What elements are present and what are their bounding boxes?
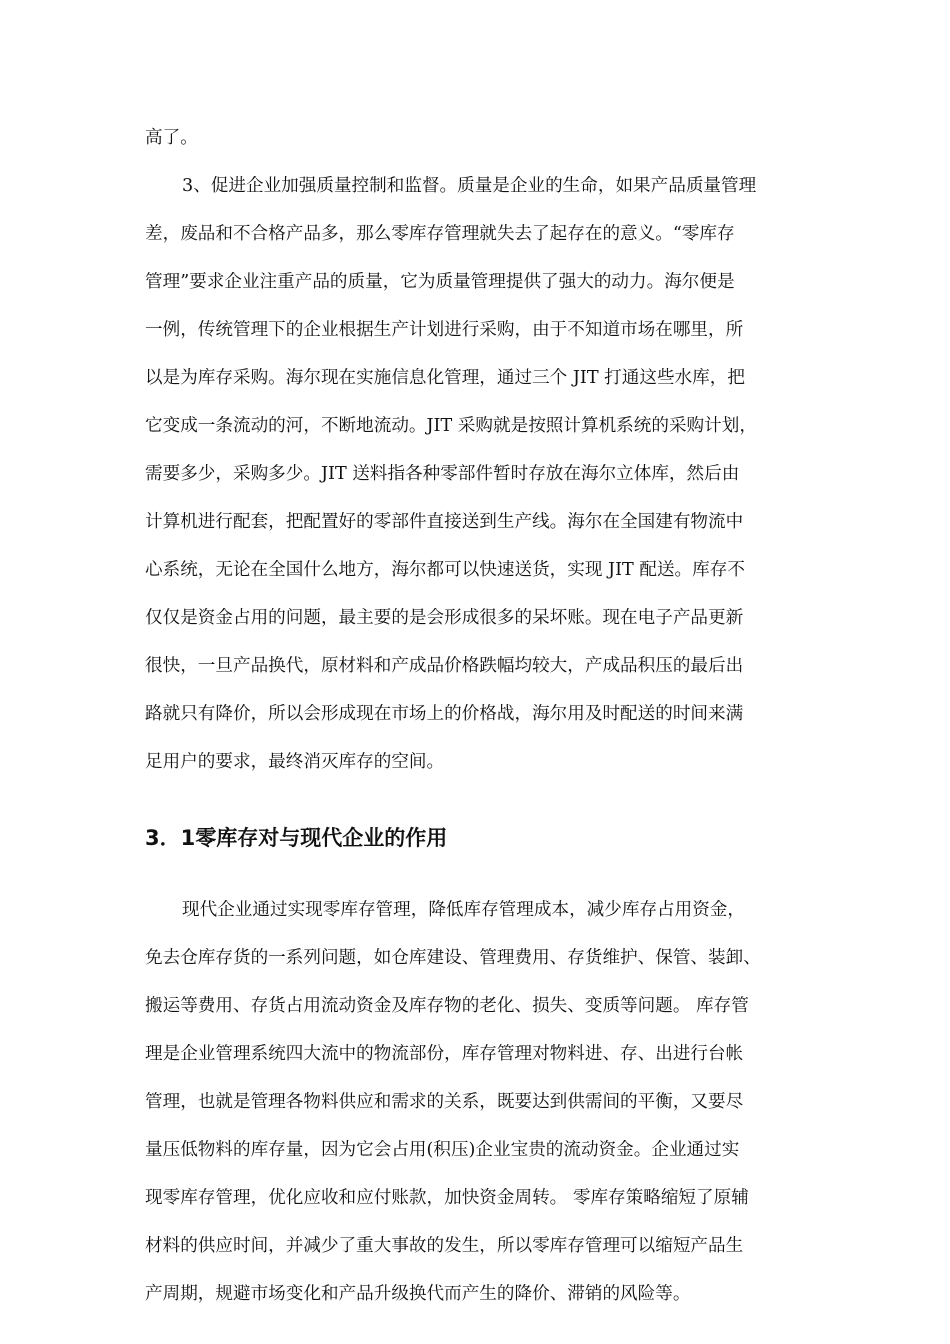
paragraph-line: 需要多少，采购多少。JIT 送料指各种零部件暂时存放在海尔立体库，然后由 [145,464,740,484]
paragraph-line: 量压低物料的库存量，因为它会占用(积压)企业宝贵的流动资金。企业通过实 [145,1140,740,1160]
paragraph-line: 它变成一条流动的河，不断地流动。JIT 采购就是按照计算机系统的采购计划， [145,416,757,436]
paragraph-line: 差，废品和不合格产品多，那么零库存管理就失去了起存在的意义。“零库存 [145,224,735,244]
paragraph-line: 管理”要求企业注重产品的质量，它为质量管理提供了强大的动力。海尔便是 [145,272,735,292]
paragraph-line: 路就只有降价，所以会形成现在市场上的价格战，海尔用及时配送的时间来满 [145,704,744,724]
paragraph-line: 3、促进企业加强质量控制和监督。质量是企业的生命，如果产品质量管理 [182,176,757,196]
paragraph-line: 一例，传统管理下的企业根据生产计划进行采购，由于不知道市场在哪里，所 [145,320,744,340]
paragraph-line: 现代企业通过实现零库存管理，降低库存管理成本，减少库存占用资金， [182,900,746,920]
paragraph-line: 理是企业管理系统四大流中的物流部份，库存管理对物料进、存、出进行台帐 [145,1044,744,1064]
paragraph-line: 仅仅是资金占用的问题，最主要的是会形成很多的呆坏账。现在电子产品更新 [145,608,744,628]
paragraph-line: 产周期，规避市场变化和产品升级换代而产生的降价、滞销的风险等。 [145,1284,691,1304]
section-heading-3-1: 3．1零库存对与现代企业的作用 [145,826,448,850]
paragraph-line: 足用户的要求，最终消灭库存的空间。 [145,752,445,772]
paragraph-line: 心系统，无论在全国什么地方，海尔都可以快速送货，实现 JIT 配送。库存不 [145,560,745,580]
paragraph-line: 搬运等费用、存货占用流动资金及库存物的老化、损失、变质等问题。 库存管 [145,996,749,1016]
paragraph-line: 管理，也就是管理各物料供应和需求的关系，既要达到供需间的平衡，又要尽 [145,1092,744,1112]
paragraph-line: 现零库存管理，优化应收和应付账款，加快资金周转。 零库存策略缩短了原辅 [145,1188,749,1208]
paragraph-line: 以是为库存采购。海尔现在实施信息化管理，通过三个 JIT 打通这些水库，把 [145,368,745,388]
paragraph-line: 很快，一旦产品换代，原材料和产成品价格跌幅均较大，产成品积压的最后出 [145,656,744,676]
paragraph-line: 高了。 [145,128,198,148]
paragraph-line: 计算机进行配套，把配置好的零部件直接送到生产线。海尔在全国建有物流中 [145,512,744,532]
paragraph-line: 免去仓库存货的一系列问题，如仓库建设、管理费用、存货维护、保管、装卸、 [145,948,761,968]
paragraph-line: 材料的供应时间，并减少了重大事故的发生，所以零库存管理可以缩短产品生 [145,1236,744,1256]
